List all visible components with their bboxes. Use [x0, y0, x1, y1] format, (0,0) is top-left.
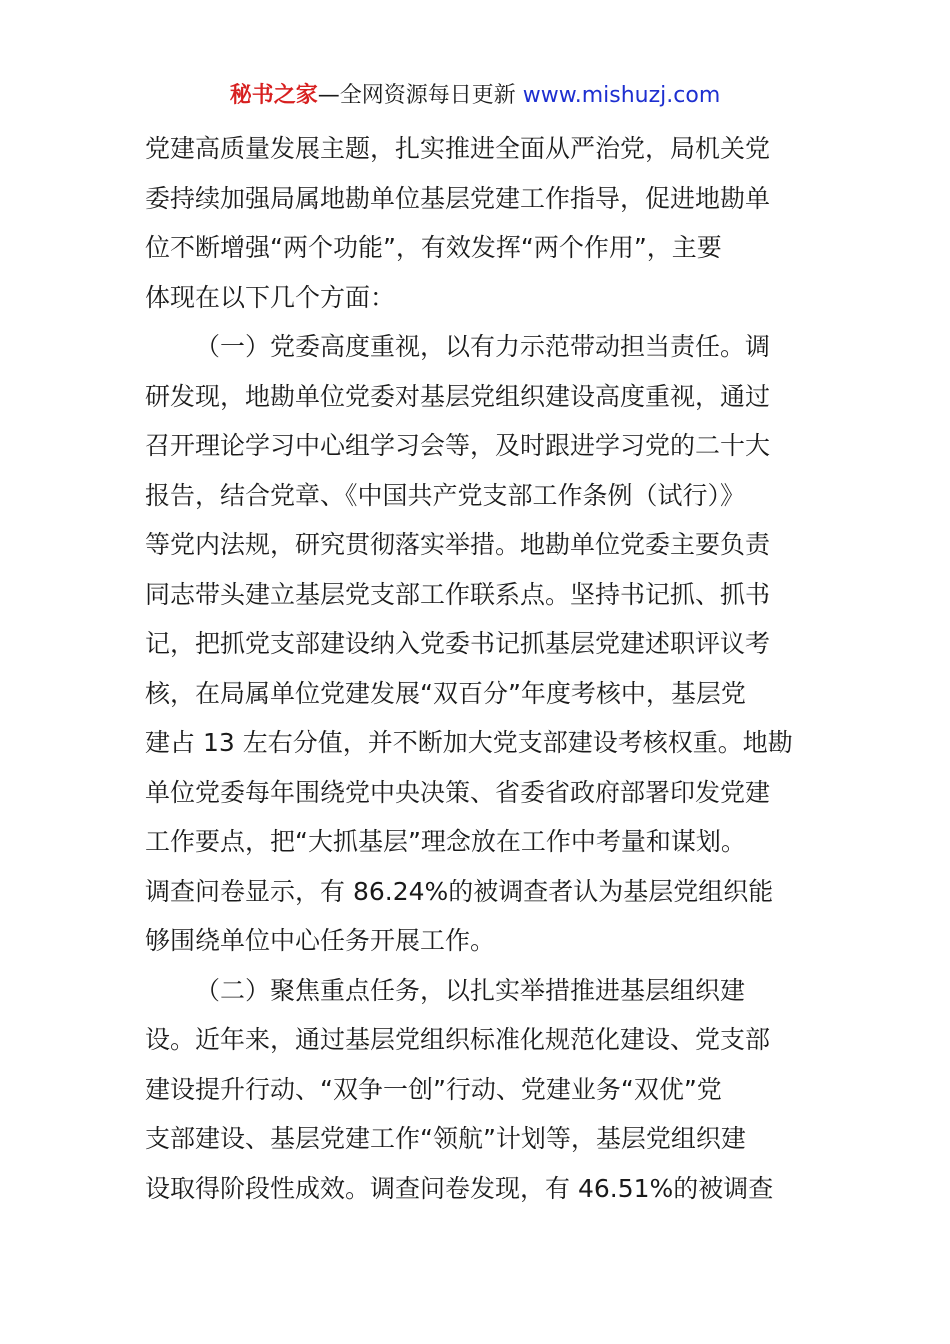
- text-line: 记，把抓党支部建设纳入党委书记抓基层党建述职评议考: [145, 629, 771, 658]
- paragraph-heading-1: （一）党委高度重视，以有力示范带动担当责任。调: [195, 332, 771, 361]
- text-line: 核，在局属单位党建发展“双百分”年度考核中，基层党: [145, 678, 746, 708]
- page-header: [0, 80, 950, 112]
- body-text: [145, 124, 805, 1213]
- site-tagline: —全网资源每日更新: [317, 83, 516, 108]
- text-line: 报告，结合党章、《中国共产党支部工作条例（试行）》: [145, 480, 746, 510]
- text-line: 体现在以下几个方面：: [145, 282, 396, 312]
- text-line: 党建高质量发展主题，扎实推进全面从严治党，局机关党: [145, 134, 771, 163]
- text-line: 召开理论学习中心组学习会等，及时跟进学习党的二十大: [145, 431, 771, 460]
- text-line: 支部建设、基层党建工作“领航”计划等，基层党组织建: [145, 1124, 746, 1153]
- text-line: 调查问卷显示，有 86.24%的被调查者认为基层党组织能: [145, 876, 774, 906]
- text-line: 位不断增强“两个功能”，有效发挥“两个作用”，主要: [145, 233, 722, 262]
- text-line: 建设提升行动、“双争一创”行动、党建业务“双优”党: [145, 1074, 722, 1104]
- paragraph-heading-2: （二）聚焦重点任务，以扎实举措推进基层组织建: [195, 975, 746, 1005]
- site-brand: 秘书之家: [229, 83, 318, 108]
- text-line: 建占 13 左右分值，并不断加大党支部建设考核权重。地勘: [145, 728, 793, 757]
- text-line: 等党内法规，研究贯彻落实举措。地勘单位党委主要负责: [145, 530, 771, 559]
- text-line: 单位党委每年围绕党中央决策、省委省政府部署印发党建: [145, 777, 771, 807]
- text-line: 委持续加强局属地勘单位基层党建工作指导，促进地勘单: [145, 183, 771, 213]
- text-line: 设。近年来，通过基层党组织标准化规范化建设、党支部: [145, 1025, 771, 1054]
- text-line: 够围绕单位中心任务开展工作。: [145, 926, 496, 955]
- site-url[interactable]: www.mishuzj.com: [522, 83, 721, 108]
- text-line: 同志带头建立基层党支部工作联系点。坚持书记抓、抓书: [145, 579, 771, 609]
- text-line: 设取得阶段性成效。调查问卷发现，有 46.51%的被调查: [145, 1173, 774, 1203]
- text-line: 研发现，地勘单位党委对基层党组织建设高度重视，通过: [145, 381, 771, 411]
- text-line: 工作要点，把“大抓基层”理念放在工作中考量和谋划。: [145, 827, 746, 856]
